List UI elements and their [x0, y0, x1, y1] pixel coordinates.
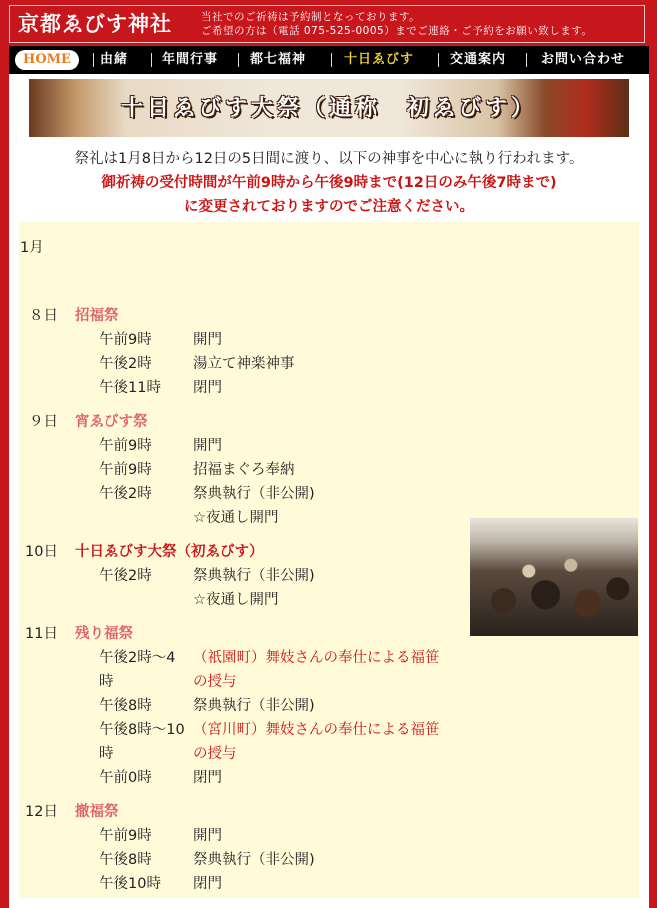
festival-crowd-photo	[470, 518, 638, 636]
notice-line-1: 当社でのご祈祷は予約制となっております。	[201, 11, 421, 23]
event-time: 午前9時	[99, 828, 152, 844]
event-time: 午後2時～4	[99, 650, 176, 666]
event-name: 閉門	[193, 380, 222, 396]
intro-text: 祭礼は1月8日から12日の5日間に渡り、以下の神事を中心に執り行われます。	[74, 151, 584, 167]
event-name: （宮川町）舞妓さんの奉仕による福笹	[193, 722, 440, 738]
festival-schedule	[19, 222, 639, 898]
nav-access[interactable]: 交通案内	[450, 52, 507, 67]
schedule-day: ８日	[29, 308, 58, 324]
nav-home[interactable]: HOME	[15, 50, 79, 70]
nav-annual-events[interactable]: 年間行事	[162, 52, 219, 67]
nav-separator	[151, 53, 152, 67]
event-time: 午前9時	[99, 332, 152, 348]
event-name: 開門	[193, 828, 222, 844]
event-name: ☆夜通し開門	[193, 510, 279, 526]
event-name: ☆夜通し開門	[193, 592, 279, 608]
banner-title: 十日ゑびす大祭（通称 初ゑびす）	[120, 95, 537, 121]
event-time: 時	[99, 674, 114, 690]
reservation-notice	[201, 10, 592, 38]
schedule-day: 11日	[25, 626, 58, 642]
prayer-hours-notice: 御祈祷の受付時間が午前9時から午後9時まで(12日のみ午後7時まで)	[101, 175, 557, 191]
rite-name: 残り福祭	[75, 626, 133, 642]
event-time: 時	[99, 746, 114, 762]
notice-line-2: ご希望の方は（電話 075-525-0005）までご連絡・ご予約をお願い致します。	[201, 25, 593, 37]
nav-separator	[526, 53, 527, 67]
event-time: 午後8時～10	[99, 722, 185, 738]
event-name: 祭典執行（非公開)	[193, 486, 315, 502]
festival-banner	[29, 79, 629, 137]
event-time: 午前9時	[99, 462, 152, 478]
event-time: 午後8時	[99, 852, 152, 868]
nav-separator	[238, 53, 239, 67]
rite-name: 十日ゑびす大祭（初ゑびす）	[75, 544, 264, 560]
nav-seven-gods[interactable]: 都七福神	[250, 52, 307, 67]
nav-history[interactable]: 由緒	[100, 52, 129, 67]
event-time: 午前9時	[99, 438, 152, 454]
rite-name: 宵ゑびす祭	[75, 414, 148, 430]
nav-separator	[93, 53, 94, 67]
event-time: 午後2時	[99, 356, 152, 372]
schedule-month: 1月	[20, 240, 44, 256]
nav-separator	[438, 53, 439, 67]
event-time: 午後11時	[99, 380, 161, 396]
site-logo[interactable]: 京都ゑびす神社	[18, 11, 172, 36]
rite-name: 撤福祭	[75, 804, 119, 820]
event-name: 祭典執行（非公開)	[193, 698, 315, 714]
event-time: 午前0時	[99, 770, 152, 786]
event-time: 午後8時	[99, 698, 152, 714]
event-time: 午後2時	[99, 486, 152, 502]
event-name: 閉門	[193, 876, 222, 892]
event-name: 祭典執行（非公開)	[193, 568, 315, 584]
event-time: 午後10時	[99, 876, 161, 892]
schedule-day: 10日	[25, 544, 58, 560]
event-name: 招福まぐろ奉納	[193, 462, 295, 478]
event-name: 開門	[193, 438, 222, 454]
nav-toka-ebisu[interactable]: 十日ゑびす	[344, 52, 415, 67]
schedule-day: ９日	[29, 414, 58, 430]
schedule-day: 12日	[25, 804, 58, 820]
nav-separator	[331, 53, 332, 67]
event-name: 湯立て神楽神事	[193, 356, 295, 372]
site-header	[9, 5, 645, 43]
event-name: 開門	[193, 332, 222, 348]
event-name: （祇園町）舞妓さんの奉仕による福笹	[193, 650, 440, 666]
event-name: の授与	[193, 746, 237, 762]
event-time: 午後2時	[99, 568, 152, 584]
main-navigation	[9, 46, 649, 74]
nav-contact[interactable]: お問い合わせ	[541, 52, 626, 67]
event-name: 閉門	[193, 770, 222, 786]
event-name: の授与	[193, 674, 237, 690]
rite-name: 招福祭	[75, 308, 119, 324]
main-content	[9, 74, 649, 908]
prayer-hours-notice-cont: に変更されておりますのでご注意ください。	[184, 199, 474, 215]
event-name: 祭典執行（非公開)	[193, 852, 315, 868]
